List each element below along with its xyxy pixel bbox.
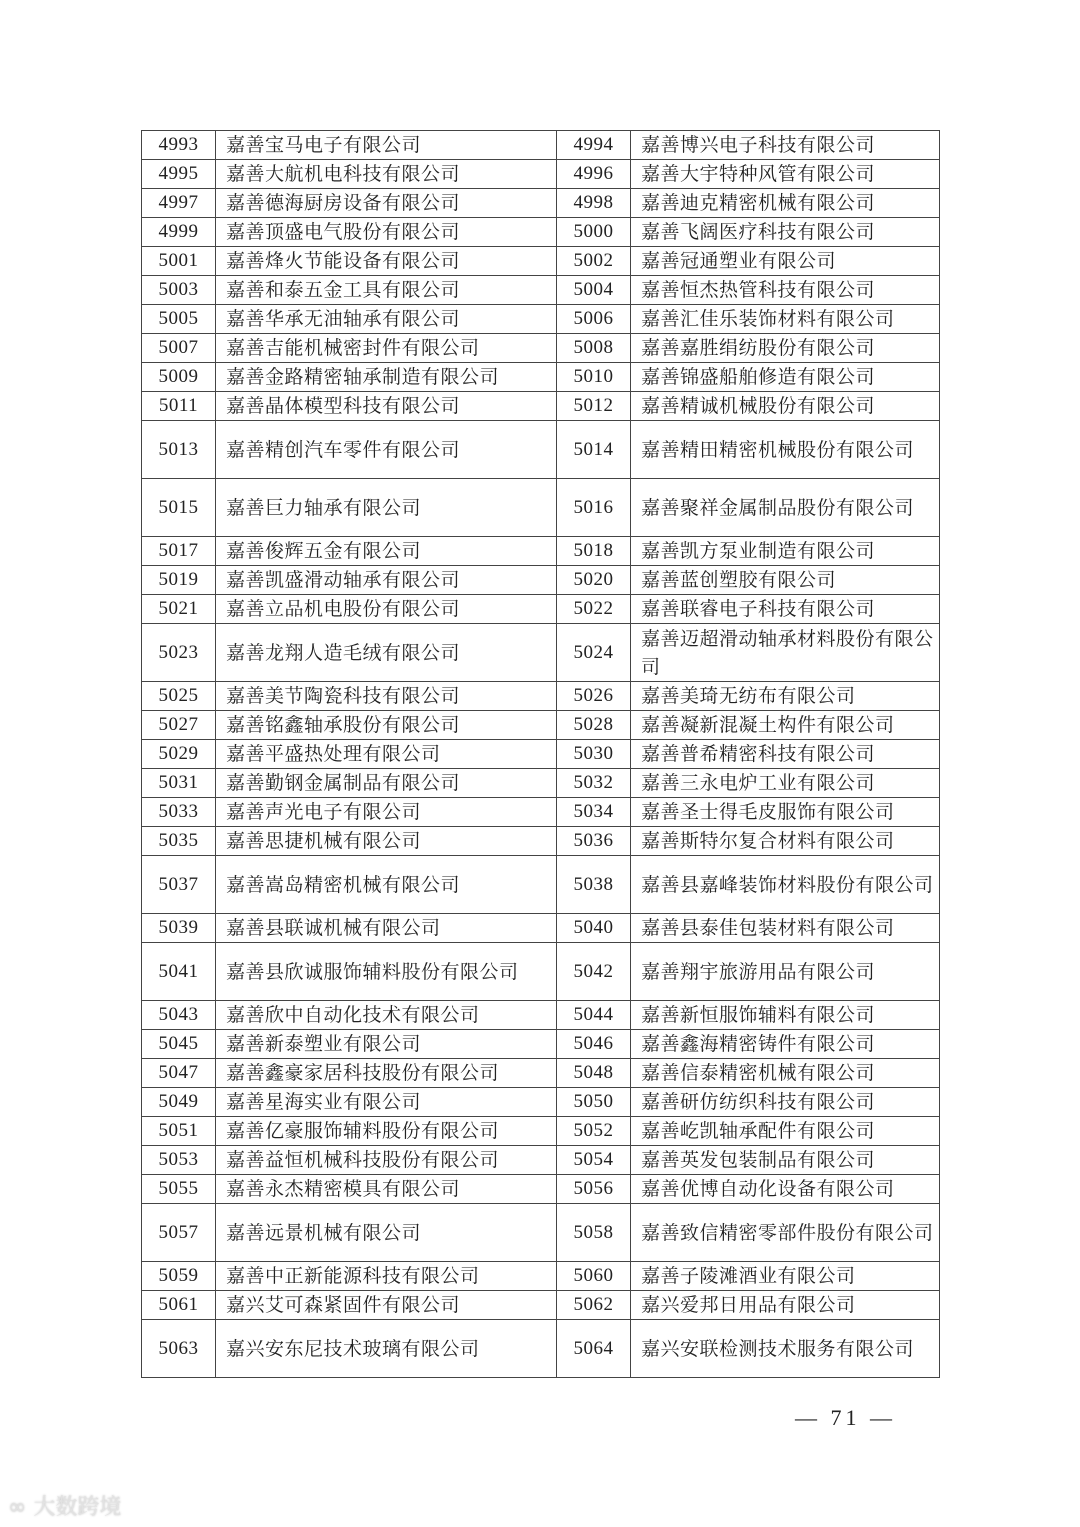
- company-name-cell: 嘉善嘉胜绢纺股份有限公司: [631, 334, 940, 363]
- company-name-cell: 嘉善子陵滩酒业有限公司: [631, 1262, 940, 1291]
- company-name-cell: 嘉善新恒服饰辅料有限公司: [631, 1001, 940, 1030]
- watermark-logo: ∞ 大数跨境: [8, 1495, 122, 1520]
- serial-number-cell: 5047: [142, 1059, 216, 1088]
- company-name-cell: 嘉善博兴电子科技有限公司: [631, 131, 940, 160]
- table-row: [142, 914, 940, 943]
- serial-number-cell: 5048: [557, 1059, 631, 1088]
- company-name-cell: 嘉善欣中自动化技术有限公司: [216, 1001, 557, 1030]
- serial-number-cell: 5015: [142, 479, 216, 537]
- table-row: [142, 624, 940, 682]
- company-name-cell: 嘉善英发包装制品有限公司: [631, 1146, 940, 1175]
- serial-number-cell: 5062: [557, 1291, 631, 1320]
- serial-number-cell: 5017: [142, 537, 216, 566]
- company-name-cell: 嘉善巨力轴承有限公司: [216, 479, 557, 537]
- company-name-cell: 嘉善远景机械有限公司: [216, 1204, 557, 1262]
- table-row: [142, 1175, 940, 1204]
- table-row: [142, 131, 940, 160]
- serial-number-cell: 5041: [142, 943, 216, 1001]
- serial-number-cell: 5023: [142, 624, 216, 682]
- serial-number-cell: 5032: [557, 769, 631, 798]
- company-list-table: [141, 130, 940, 1378]
- table-row: [142, 682, 940, 711]
- table-row: [142, 305, 940, 334]
- serial-number-cell: 5022: [557, 595, 631, 624]
- company-name-cell: 嘉善龙翔人造毛绒有限公司: [216, 624, 557, 682]
- table-row: [142, 218, 940, 247]
- company-name-cell: 嘉善迪克精密机械有限公司: [631, 189, 940, 218]
- serial-number-cell: 5057: [142, 1204, 216, 1262]
- serial-number-cell: 5043: [142, 1001, 216, 1030]
- serial-number-cell: 5016: [557, 479, 631, 537]
- serial-number-cell: 5053: [142, 1146, 216, 1175]
- company-name-cell: 嘉善嵩岛精密机械有限公司: [216, 856, 557, 914]
- company-name-cell: 嘉兴安东尼技术玻璃有限公司: [216, 1320, 557, 1378]
- serial-number-cell: 4996: [557, 160, 631, 189]
- company-name-cell: 嘉善铭鑫轴承股份有限公司: [216, 711, 557, 740]
- serial-number-cell: 5030: [557, 740, 631, 769]
- company-name-cell: 嘉善三永电炉工业有限公司: [631, 769, 940, 798]
- company-name-cell: 嘉善勤钢金属制品有限公司: [216, 769, 557, 798]
- table-row: [142, 392, 940, 421]
- company-name-cell: 嘉善大宇特种风管有限公司: [631, 160, 940, 189]
- serial-number-cell: 5000: [557, 218, 631, 247]
- table-row: [142, 595, 940, 624]
- company-name-cell: 嘉善翔宇旅游用品有限公司: [631, 943, 940, 1001]
- serial-number-cell: 5008: [557, 334, 631, 363]
- serial-number-cell: 5003: [142, 276, 216, 305]
- table-row: [142, 769, 940, 798]
- serial-number-cell: 5031: [142, 769, 216, 798]
- company-name-cell: 嘉善飞阔医疗科技有限公司: [631, 218, 940, 247]
- company-name-cell: 嘉善美节陶瓷科技有限公司: [216, 682, 557, 711]
- serial-number-cell: 5018: [557, 537, 631, 566]
- company-name-cell: 嘉善俊辉五金有限公司: [216, 537, 557, 566]
- company-name-cell: 嘉善县欣诚服饰辅料股份有限公司: [216, 943, 557, 1001]
- company-name-cell: 嘉善凝新混凝土构件有限公司: [631, 711, 940, 740]
- serial-number-cell: 5011: [142, 392, 216, 421]
- serial-number-cell: 5051: [142, 1117, 216, 1146]
- serial-number-cell: 4993: [142, 131, 216, 160]
- serial-number-cell: 5046: [557, 1030, 631, 1059]
- serial-number-cell: 5036: [557, 827, 631, 856]
- table-row: [142, 1059, 940, 1088]
- serial-number-cell: 5037: [142, 856, 216, 914]
- serial-number-cell: 5033: [142, 798, 216, 827]
- company-name-cell: 嘉善晶体模型科技有限公司: [216, 392, 557, 421]
- table-row: [142, 1146, 940, 1175]
- table-row: [142, 798, 940, 827]
- company-name-cell: 嘉善迈超滑动轴承材料股份有限公司: [631, 624, 940, 682]
- company-name-cell: 嘉善信泰精密机械有限公司: [631, 1059, 940, 1088]
- serial-number-cell: 4997: [142, 189, 216, 218]
- serial-number-cell: 5055: [142, 1175, 216, 1204]
- company-name-cell: 嘉善优博自动化设备有限公司: [631, 1175, 940, 1204]
- company-name-cell: 嘉善思捷机械有限公司: [216, 827, 557, 856]
- company-name-cell: 嘉善新泰塑业有限公司: [216, 1030, 557, 1059]
- serial-number-cell: 5012: [557, 392, 631, 421]
- company-name-cell: 嘉善蓝创塑胶有限公司: [631, 566, 940, 595]
- serial-number-cell: 5005: [142, 305, 216, 334]
- serial-number-cell: 5040: [557, 914, 631, 943]
- page-number: — 71 —: [795, 1405, 896, 1430]
- serial-number-cell: 4994: [557, 131, 631, 160]
- company-name-cell: 嘉善烽火节能设备有限公司: [216, 247, 557, 276]
- serial-number-cell: 5034: [557, 798, 631, 827]
- company-name-cell: 嘉善平盛热处理有限公司: [216, 740, 557, 769]
- table-row: [142, 421, 940, 479]
- serial-number-cell: 5026: [557, 682, 631, 711]
- company-name-cell: 嘉善美琦无纺布有限公司: [631, 682, 940, 711]
- table-row: [142, 1088, 940, 1117]
- company-name-cell: 嘉善凯盛滑动轴承有限公司: [216, 566, 557, 595]
- table-row: [142, 363, 940, 392]
- company-name-cell: 嘉善研仿纺织科技有限公司: [631, 1088, 940, 1117]
- company-name-cell: 嘉善星海实业有限公司: [216, 1088, 557, 1117]
- serial-number-cell: 5064: [557, 1320, 631, 1378]
- serial-number-cell: 4995: [142, 160, 216, 189]
- serial-number-cell: 5039: [142, 914, 216, 943]
- serial-number-cell: 5013: [142, 421, 216, 479]
- company-name-cell: 嘉善鑫海精密铸件有限公司: [631, 1030, 940, 1059]
- serial-number-cell: 5056: [557, 1175, 631, 1204]
- table-row: [142, 160, 940, 189]
- company-name-cell: 嘉善声光电子有限公司: [216, 798, 557, 827]
- table-row: [142, 479, 940, 537]
- company-name-cell: 嘉兴艾可森紧固件有限公司: [216, 1291, 557, 1320]
- company-name-cell: 嘉善宝马电子有限公司: [216, 131, 557, 160]
- company-name-cell: 嘉善和泰五金工具有限公司: [216, 276, 557, 305]
- serial-number-cell: 5058: [557, 1204, 631, 1262]
- table-row: [142, 1291, 940, 1320]
- company-name-cell: 嘉善吉能机械密封件有限公司: [216, 334, 557, 363]
- company-name-cell: 嘉善汇佳乐装饰材料有限公司: [631, 305, 940, 334]
- serial-number-cell: 5054: [557, 1146, 631, 1175]
- company-name-cell: 嘉善精诚机械股份有限公司: [631, 392, 940, 421]
- table-row: [142, 1001, 940, 1030]
- company-name-cell: 嘉善顶盛电气股份有限公司: [216, 218, 557, 247]
- watermark-text: 大数跨境: [33, 1495, 122, 1520]
- serial-number-cell: 5024: [557, 624, 631, 682]
- table-row: [142, 711, 940, 740]
- company-name-cell: 嘉善屹凯轴承配件有限公司: [631, 1117, 940, 1146]
- table-row: [142, 827, 940, 856]
- company-name-cell: 嘉善德海厨房设备有限公司: [216, 189, 557, 218]
- table-row: [142, 189, 940, 218]
- table-row: [142, 1204, 940, 1262]
- company-name-cell: 嘉善亿豪服饰辅料股份有限公司: [216, 1117, 557, 1146]
- company-name-cell: 嘉善凯方泵业制造有限公司: [631, 537, 940, 566]
- company-name-cell: 嘉善县联诚机械有限公司: [216, 914, 557, 943]
- serial-number-cell: 5029: [142, 740, 216, 769]
- table-row: [142, 1117, 940, 1146]
- serial-number-cell: 4998: [557, 189, 631, 218]
- serial-number-cell: 5061: [142, 1291, 216, 1320]
- company-name-cell: 嘉善永杰精密模具有限公司: [216, 1175, 557, 1204]
- company-name-cell: 嘉善立品机电股份有限公司: [216, 595, 557, 624]
- serial-number-cell: 5021: [142, 595, 216, 624]
- company-name-cell: 嘉善县嘉峰装饰材料股份有限公司: [631, 856, 940, 914]
- table-row: [142, 1262, 940, 1291]
- company-name-cell: 嘉善大航机电科技有限公司: [216, 160, 557, 189]
- serial-number-cell: 5060: [557, 1262, 631, 1291]
- serial-number-cell: 5009: [142, 363, 216, 392]
- table-row: [142, 943, 940, 1001]
- serial-number-cell: 5014: [557, 421, 631, 479]
- company-name-cell: 嘉善华承无油轴承有限公司: [216, 305, 557, 334]
- serial-number-cell: 5050: [557, 1088, 631, 1117]
- table-row: [142, 537, 940, 566]
- company-name-cell: 嘉善联睿电子科技有限公司: [631, 595, 940, 624]
- company-name-cell: 嘉善锦盛船舶修造有限公司: [631, 363, 940, 392]
- table-row: [142, 276, 940, 305]
- table-row: [142, 566, 940, 595]
- company-name-cell: 嘉善益恒机械科技股份有限公司: [216, 1146, 557, 1175]
- table-row: [142, 1320, 940, 1378]
- serial-number-cell: 5059: [142, 1262, 216, 1291]
- company-name-cell: 嘉善致信精密零部件股份有限公司: [631, 1204, 940, 1262]
- company-name-cell: 嘉善金路精密轴承制造有限公司: [216, 363, 557, 392]
- serial-number-cell: 5045: [142, 1030, 216, 1059]
- table-row: [142, 1030, 940, 1059]
- serial-number-cell: 5042: [557, 943, 631, 1001]
- serial-number-cell: 5049: [142, 1088, 216, 1117]
- company-name-cell: 嘉兴爱邦日用品有限公司: [631, 1291, 940, 1320]
- table-row: [142, 856, 940, 914]
- company-name-cell: 嘉善县泰佳包装材料有限公司: [631, 914, 940, 943]
- table-row: [142, 334, 940, 363]
- company-name-cell: 嘉善聚祥金属制品股份有限公司: [631, 479, 940, 537]
- serial-number-cell: 5044: [557, 1001, 631, 1030]
- company-name-cell: 嘉善冠通塑业有限公司: [631, 247, 940, 276]
- serial-number-cell: 5010: [557, 363, 631, 392]
- company-name-cell: 嘉兴安联检测技术服务有限公司: [631, 1320, 940, 1378]
- company-name-cell: 嘉善恒杰热管科技有限公司: [631, 276, 940, 305]
- serial-number-cell: 5007: [142, 334, 216, 363]
- company-name-cell: 嘉善精田精密机械股份有限公司: [631, 421, 940, 479]
- serial-number-cell: 5027: [142, 711, 216, 740]
- serial-number-cell: 5035: [142, 827, 216, 856]
- serial-number-cell: 5019: [142, 566, 216, 595]
- company-name-cell: 嘉善斯特尔复合材料有限公司: [631, 827, 940, 856]
- serial-number-cell: 4999: [142, 218, 216, 247]
- serial-number-cell: 5063: [142, 1320, 216, 1378]
- serial-number-cell: 5002: [557, 247, 631, 276]
- company-name-cell: 嘉善圣士得毛皮服饰有限公司: [631, 798, 940, 827]
- serial-number-cell: 5038: [557, 856, 631, 914]
- serial-number-cell: 5025: [142, 682, 216, 711]
- serial-number-cell: 5006: [557, 305, 631, 334]
- table-body: [142, 131, 940, 1378]
- serial-number-cell: 5001: [142, 247, 216, 276]
- table-row: [142, 247, 940, 276]
- company-name-cell: 嘉善鑫豪家居科技股份有限公司: [216, 1059, 557, 1088]
- serial-number-cell: 5020: [557, 566, 631, 595]
- serial-number-cell: 5052: [557, 1117, 631, 1146]
- table-row: [142, 740, 940, 769]
- serial-number-cell: 5004: [557, 276, 631, 305]
- company-name-cell: 嘉善精创汽车零件有限公司: [216, 421, 557, 479]
- company-name-cell: 嘉善普希精密科技有限公司: [631, 740, 940, 769]
- serial-number-cell: 5028: [557, 711, 631, 740]
- company-name-cell: 嘉善中正新能源科技有限公司: [216, 1262, 557, 1291]
